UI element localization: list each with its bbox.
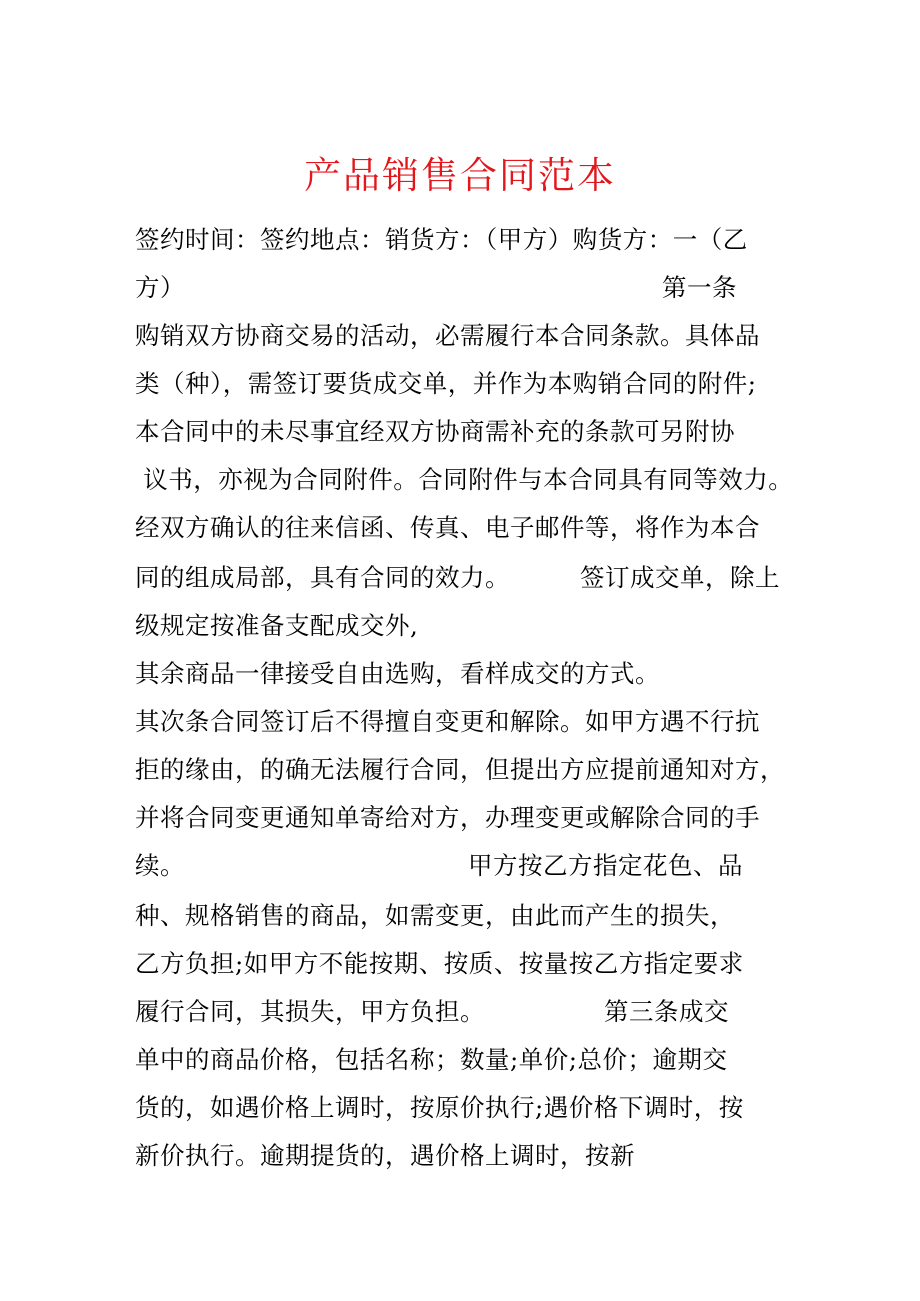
line-text-right: 第三条成交 bbox=[604, 997, 729, 1026]
line-text: 并将合同变更通知单寄给对方，办理变更或解除合同的手 bbox=[135, 803, 760, 832]
line-text: 购销双方协商交易的活动，必需履行本合同条款。具体品 bbox=[135, 321, 760, 350]
line-text: 经双方确认的往来信函、传真、电子邮件等，将作为本合 bbox=[135, 513, 760, 542]
line-text: 货的，如遇价格上调时，按原价执行;遇价格下调时，按 bbox=[135, 1093, 744, 1122]
line-text: 拒的缘由，的确无法履行合同，但提出方应提前通知对方， bbox=[135, 755, 785, 784]
line-text: 级规定按准备支配成交外, bbox=[135, 611, 419, 640]
line-text: 议书，亦视为合同附件。合同附件与本合同具有同等效力。 bbox=[135, 465, 794, 494]
line-text: 同的组成局部，具有合同的效力。 bbox=[135, 563, 510, 592]
line-text: 其次条合同签订后不得擅自变更和解除。如甲方遇不行抗 bbox=[135, 707, 760, 736]
line-text: 其余商品一律接受自由选购，看样成交的方式。 bbox=[135, 659, 660, 688]
line-text: 签约时间：签约地点：销货方：（甲方）购货方：一（乙 bbox=[135, 225, 748, 254]
line-text: 新价执行。逾期提货的，遇价格上调时，按新 bbox=[135, 1141, 635, 1170]
line-text: 履行合同，其损失，甲方负担。 bbox=[135, 997, 485, 1026]
line-text-right: 甲方按乙方指定花色、品 bbox=[468, 851, 743, 880]
line-text: 方） bbox=[135, 273, 185, 302]
line-text: 续。 bbox=[135, 851, 185, 880]
line-text-right: 第一条 bbox=[662, 273, 737, 302]
line-text-right: 签订成交单，除上 bbox=[580, 563, 780, 592]
line-text: 单中的商品价格，包括名称；数量;单价;总价；逾期交 bbox=[135, 1045, 728, 1074]
line-text: 类（种），需签订要货成交单，并作为本购销合同的附件; bbox=[135, 369, 757, 398]
line-text: 本合同中的未尽事宜经双方协商需补充的条款可另附协 bbox=[135, 417, 735, 446]
line-text: 乙方负担;如甲方不能按期、按质、按量按乙方指定要求 bbox=[135, 949, 744, 978]
line-text: 种、规格销售的商品，如需变更，由此而产生的损失， bbox=[135, 901, 735, 930]
document-title: 产品销售合同范本 bbox=[304, 154, 616, 197]
